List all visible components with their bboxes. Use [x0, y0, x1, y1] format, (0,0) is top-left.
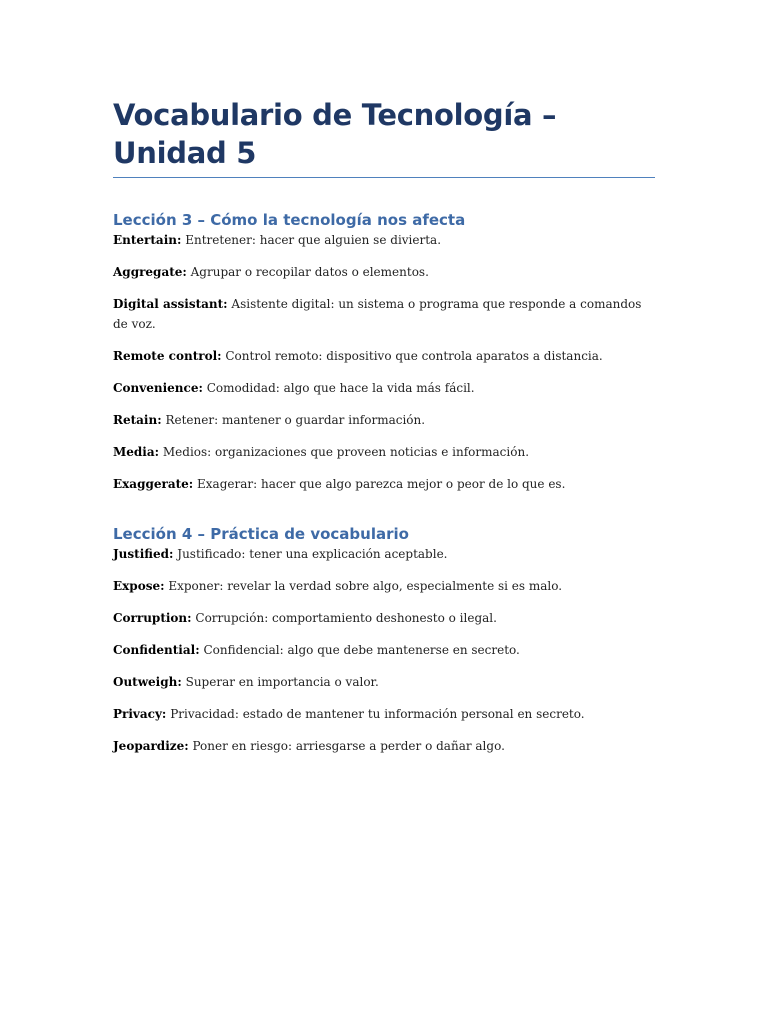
- vocab-entry-jeopardize: [113, 736, 655, 756]
- vocab-definition: Retener: mantener o guardar información.: [161, 413, 426, 427]
- vocab-entry-media: [113, 442, 655, 462]
- vocab-term: Justified:: [113, 547, 174, 561]
- vocab-definition: Asistente digital: un sistema o programa que responde a comandos de voz.: [113, 297, 642, 331]
- vocab-definition: Corrupción: comportamiento deshonesto o ilegal.: [191, 611, 497, 625]
- vocab-term: Remote control:: [113, 349, 222, 363]
- section-leccion-4: [113, 524, 655, 756]
- vocab-term: Retain:: [113, 413, 162, 427]
- section-heading: Lección 3 – Cómo la tecnología nos afecta: [113, 211, 466, 229]
- vocab-definition: Justificado: tener una explicación aceptable.: [173, 547, 448, 561]
- vocab-definition: Poner en riesgo: arriesgarse a perder o dañar algo.: [188, 739, 505, 753]
- vocab-term: Corruption:: [113, 611, 192, 625]
- vocab-definition: Exagerar: hacer que algo parezca mejor o peor de lo que es.: [193, 477, 566, 491]
- vocab-definition: Agrupar o recopilar datos o elementos.: [186, 265, 429, 279]
- vocab-entry-corruption: [113, 608, 655, 628]
- vocab-entry-expose: [113, 576, 655, 596]
- vocab-entry-privacy: [113, 704, 655, 724]
- vocab-definition: Superar en importancia o valor.: [181, 675, 379, 689]
- document-page: [113, 96, 655, 768]
- vocab-term: Aggregate:: [113, 265, 187, 279]
- vocab-term: Entertain:: [113, 233, 182, 247]
- vocab-term: Exaggerate:: [113, 477, 194, 491]
- vocab-definition: Privacidad: estado de mantener tu información personal en secreto.: [166, 707, 585, 721]
- vocab-definition: Control remoto: dispositivo que controla aparatos a distancia.: [221, 349, 603, 363]
- vocab-entry-justified: [113, 544, 655, 564]
- vocab-entry-aggregate: [113, 262, 655, 282]
- vocab-term: Jeopardize:: [113, 739, 189, 753]
- vocab-entry-retain: [113, 410, 655, 430]
- vocab-term: Outweigh:: [113, 675, 182, 689]
- vocab-entry-outweigh: [113, 672, 655, 692]
- vocab-definition: Medios: organizaciones que proveen noticias e información.: [159, 445, 530, 459]
- section-leccion-3: [113, 210, 655, 494]
- section-heading: Lección 4 – Práctica de vocabulario: [113, 525, 409, 543]
- vocab-entry-entertain: [113, 230, 655, 250]
- vocab-term: Digital assistant:: [113, 297, 228, 311]
- vocab-term: Confidential:: [113, 643, 200, 657]
- vocab-term: Expose:: [113, 579, 165, 593]
- page-title: Vocabulario de Tecnología – Unidad 5: [113, 96, 655, 178]
- vocab-definition: Comodidad: algo que hace la vida más fácil.: [202, 381, 475, 395]
- vocab-term: Media:: [113, 445, 160, 459]
- vocab-entry-convenience: [113, 378, 655, 398]
- vocab-entry-digital-assistant: [113, 294, 655, 334]
- vocab-entry-exaggerate: [113, 474, 655, 494]
- vocab-definition: Exponer: revelar la verdad sobre algo, especialmente si es malo.: [164, 579, 563, 593]
- vocab-term: Privacy:: [113, 707, 167, 721]
- vocab-term: Convenience:: [113, 381, 203, 395]
- vocab-entry-remote-control: [113, 346, 655, 366]
- vocab-definition: Entretener: hacer que alguien se divierta.: [181, 233, 442, 247]
- vocab-definition: Confidencial: algo que debe mantenerse en secreto.: [199, 643, 520, 657]
- vocab-entry-confidential: [113, 640, 655, 660]
